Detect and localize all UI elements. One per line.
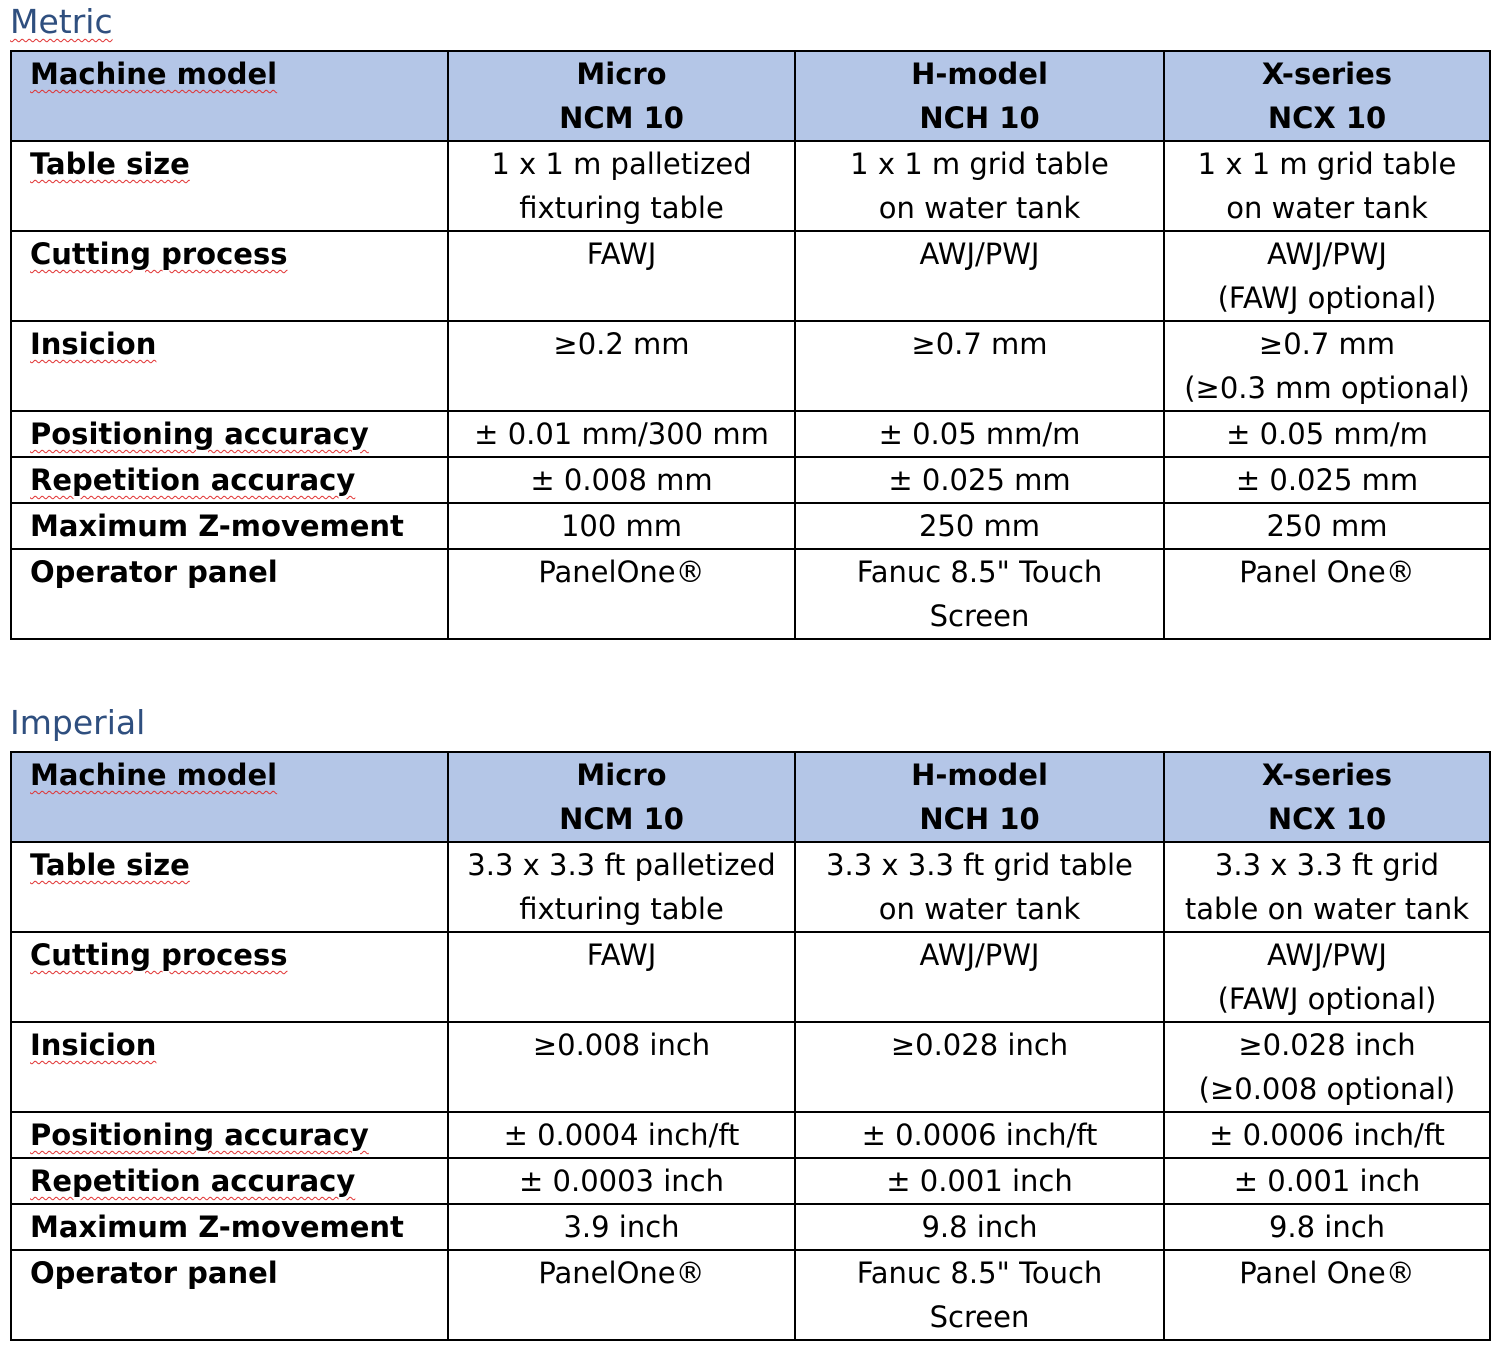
table-cell: 1 x 1 m palletized fixturing table bbox=[448, 141, 795, 231]
imperial-header-micro: Micro NCM 10 bbox=[448, 752, 795, 842]
row-label: Operator panel bbox=[11, 549, 448, 639]
table-cell: Fanuc 8.5" Touch Screen bbox=[795, 1250, 1164, 1340]
table-cell: 1 x 1 m grid table on water tank bbox=[795, 141, 1164, 231]
table-row bbox=[11, 842, 1490, 932]
table-cell: AWJ/PWJ (FAWJ optional) bbox=[1164, 231, 1490, 321]
table-cell: PanelOne® bbox=[448, 549, 795, 639]
table-cell: ± 0.001 inch bbox=[1164, 1158, 1490, 1204]
row-label: Maximum Z-movement bbox=[11, 503, 448, 549]
table-cell: ± 0.01 mm/300 mm bbox=[448, 411, 795, 457]
table-row bbox=[11, 411, 1490, 457]
imperial-section-title bbox=[10, 703, 145, 743]
row-label: Maximum Z-movement bbox=[11, 1204, 448, 1250]
table-cell: AWJ/PWJ bbox=[795, 932, 1164, 1022]
table-cell: ± 0.0004 inch/ft bbox=[448, 1112, 795, 1158]
table-cell: 1 x 1 m grid table on water tank bbox=[1164, 141, 1490, 231]
metric-header-micro: Micro NCM 10 bbox=[448, 51, 795, 141]
imperial-title-text: Imperial bbox=[10, 703, 146, 742]
metric-header-label: Machine model bbox=[11, 51, 448, 141]
imperial-header-label: Machine model bbox=[11, 752, 448, 842]
row-label: Table size bbox=[11, 842, 448, 932]
table-row bbox=[11, 549, 1490, 639]
table-cell: ≥0.028 inch (≥0.008 optional) bbox=[1164, 1022, 1490, 1112]
metric-title-text: Metric bbox=[10, 2, 113, 41]
table-row bbox=[11, 503, 1490, 549]
table-cell: 100 mm bbox=[448, 503, 795, 549]
table-cell: ≥0.7 mm bbox=[795, 321, 1164, 411]
imperial-spec-table bbox=[10, 751, 1491, 1341]
table-cell: ± 0.025 mm bbox=[1164, 457, 1490, 503]
table-cell: ≥0.008 inch bbox=[448, 1022, 795, 1112]
table-cell: 250 mm bbox=[1164, 503, 1490, 549]
table-cell: ± 0.008 mm bbox=[448, 457, 795, 503]
table-row bbox=[11, 1250, 1490, 1340]
table-cell: ± 0.025 mm bbox=[795, 457, 1164, 503]
table-cell: Fanuc 8.5" Touch Screen bbox=[795, 549, 1164, 639]
table-row bbox=[11, 932, 1490, 1022]
table-row bbox=[11, 1204, 1490, 1250]
row-label: Repetition accuracy bbox=[11, 1158, 448, 1204]
row-label: Cutting process bbox=[11, 932, 448, 1022]
imperial-header-hmodel: H-model NCH 10 bbox=[795, 752, 1164, 842]
metric-header-row bbox=[11, 51, 1490, 141]
table-cell: PanelOne® bbox=[448, 1250, 795, 1340]
table-cell: AWJ/PWJ bbox=[795, 231, 1164, 321]
table-cell: 9.8 inch bbox=[1164, 1204, 1490, 1250]
table-cell: 250 mm bbox=[795, 503, 1164, 549]
row-label: Repetition accuracy bbox=[11, 457, 448, 503]
table-cell: ≥0.028 inch bbox=[795, 1022, 1164, 1112]
table-cell: ± 0.0003 inch bbox=[448, 1158, 795, 1204]
table-cell: FAWJ bbox=[448, 932, 795, 1022]
row-label: Positioning accuracy bbox=[11, 411, 448, 457]
metric-header-xseries: X-series NCX 10 bbox=[1164, 51, 1490, 141]
imperial-header-row bbox=[11, 752, 1490, 842]
table-row bbox=[11, 321, 1490, 411]
table-cell: AWJ/PWJ (FAWJ optional) bbox=[1164, 932, 1490, 1022]
table-cell: ≥0.2 mm bbox=[448, 321, 795, 411]
table-cell: ≥0.7 mm (≥0.3 mm optional) bbox=[1164, 321, 1490, 411]
table-cell: Panel One® bbox=[1164, 1250, 1490, 1340]
table-cell: 9.8 inch bbox=[795, 1204, 1164, 1250]
table-cell: Panel One® bbox=[1164, 549, 1490, 639]
row-label: Cutting process bbox=[11, 231, 448, 321]
row-label: Insicion bbox=[11, 321, 448, 411]
table-cell: ± 0.05 mm/m bbox=[795, 411, 1164, 457]
metric-header-hmodel: H-model NCH 10 bbox=[795, 51, 1164, 141]
table-cell: 3.3 x 3.3 ft palletized fixturing table bbox=[448, 842, 795, 932]
imperial-header-xseries: X-series NCX 10 bbox=[1164, 752, 1490, 842]
table-cell: ± 0.001 inch bbox=[795, 1158, 1164, 1204]
table-row bbox=[11, 1112, 1490, 1158]
metric-section-title bbox=[10, 2, 113, 42]
table-cell: 3.3 x 3.3 ft grid table on water tank bbox=[1164, 842, 1490, 932]
row-label: Operator panel bbox=[11, 1250, 448, 1340]
table-cell: ± 0.0006 inch/ft bbox=[795, 1112, 1164, 1158]
table-row bbox=[11, 231, 1490, 321]
row-label: Positioning accuracy bbox=[11, 1112, 448, 1158]
table-cell: 3.3 x 3.3 ft grid table on water tank bbox=[795, 842, 1164, 932]
table-cell: FAWJ bbox=[448, 231, 795, 321]
row-label: Insicion bbox=[11, 1022, 448, 1112]
table-cell: ± 0.0006 inch/ft bbox=[1164, 1112, 1490, 1158]
table-cell: 3.9 inch bbox=[448, 1204, 795, 1250]
row-label: Table size bbox=[11, 141, 448, 231]
table-cell: ± 0.05 mm/m bbox=[1164, 411, 1490, 457]
table-row bbox=[11, 1022, 1490, 1112]
table-row bbox=[11, 1158, 1490, 1204]
metric-spec-table bbox=[10, 50, 1491, 640]
table-row bbox=[11, 457, 1490, 503]
table-row bbox=[11, 141, 1490, 231]
